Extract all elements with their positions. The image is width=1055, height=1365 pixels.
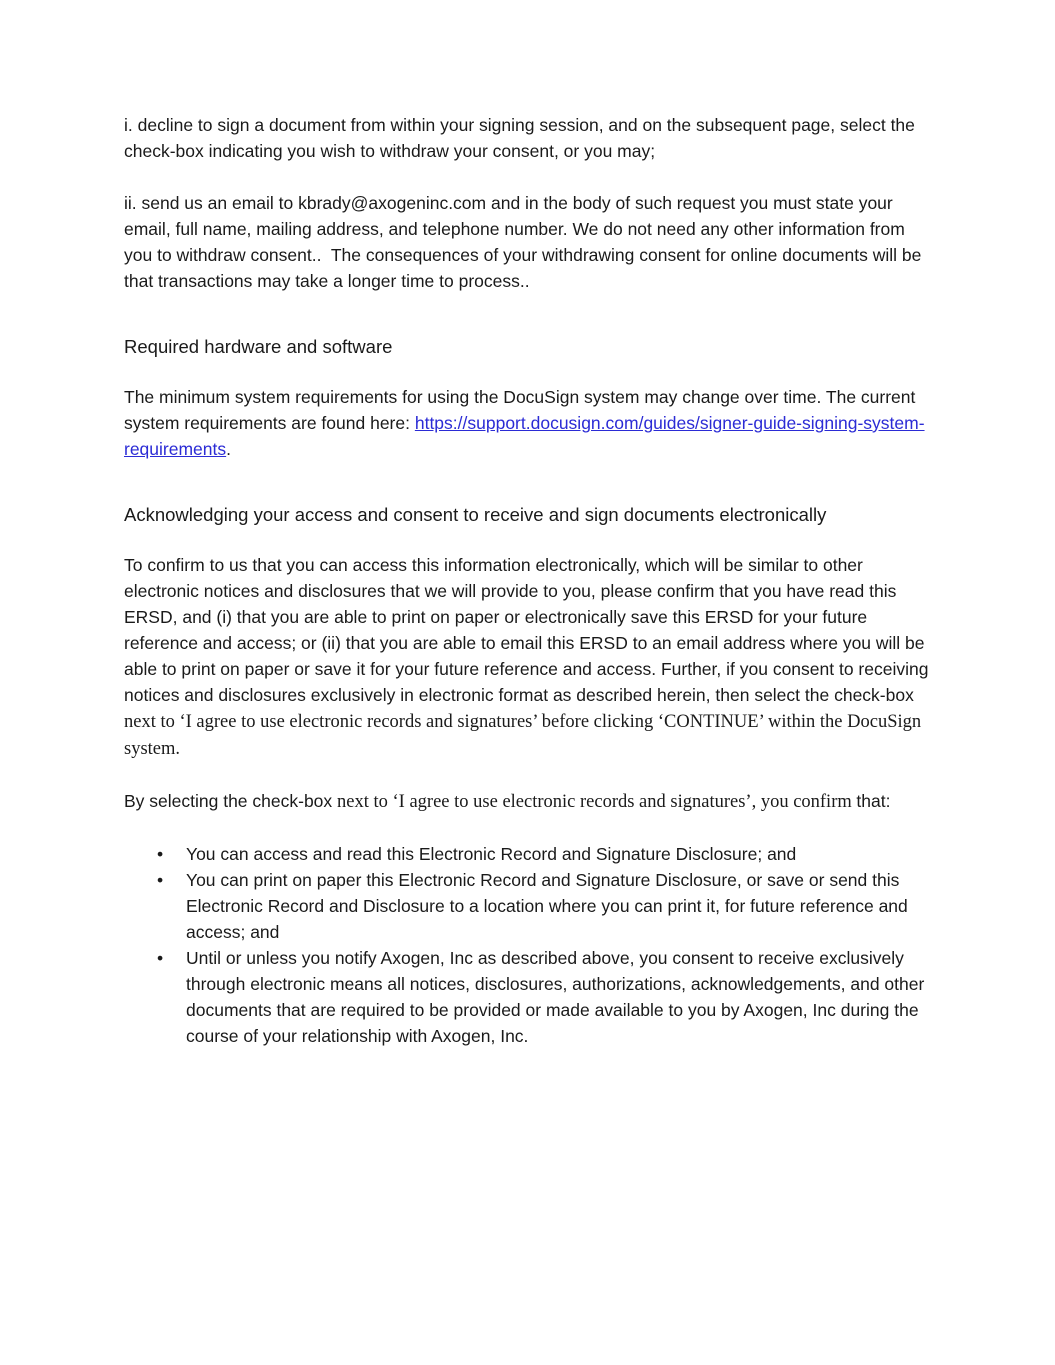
paragraph-withdraw-option-i: i. decline to sign a document from within your signing session, and on the subsequent page, select the check-box indicating you wish to withdraw your consent, or you may; — [124, 115, 920, 161]
by-selecting-sans-end-run: that: — [856, 791, 891, 811]
by-selecting-sans-run: By selecting the check-box — [124, 791, 338, 811]
heading-required-hardware: Required hardware and software — [124, 336, 393, 357]
system-requirements-link[interactable]: https://support.docusign.com/guides/signer-guide-signing-system-requirements — [124, 413, 925, 459]
system-requirements-text: The minimum system requirements for using the DocuSign system may change over time. The current system requirements are found here: — [124, 387, 921, 433]
heading-acknowledging-consent: Acknowledging your access and consent to receive and sign documents electronically — [124, 504, 827, 525]
paragraph-system-requirements — [124, 384, 936, 462]
confirm-access-sans-run: To confirm to us that you can access this information electronically, which will be similar to other electronic notices and disclosures that we will provide to you, please confirm that you have read this ERSD, and (i) that you are able to print on paper or electronically save this ERSD for your future reference and access; or (ii) that you are able to email this ERSD to an email address where you will be able to print on paper or save it for your future reference and access. Further, if you consent to receiving notices and disclosures exclusively in electronic format as described herein, then select the check-box — [124, 555, 934, 705]
confirm-access-serif-run: next to ‘I agree to use electronic records and signatures’ before clicking ‘CONTINUE’ within the DocuSign system. — [124, 712, 926, 759]
bullet-item-access-read: • You can access and read this Electronic Record and Signature Disclosure; and — [124, 841, 936, 867]
paragraph-confirm-access — [124, 552, 936, 762]
paragraph-withdraw-option-ii: ii. send us an email to kbrady@axogeninc.com and in the body of such request you must state your email, full name, mailing address, and telephone number. We do not need any other information from you to withdraw consent.. The consequences of your withdrawing consent for online documents will be that transactions may take a longer time to process.. — [124, 193, 927, 291]
bullet-item-until-notify: • Until or unless you notify Axogen, Inc as described above, you consent to receive exclusively through electronic means all notices, disclosures, authorizations, acknowledgements, and other documents that are required to be provided or made available to you by Axogen, Inc during the course of your relationship with Axogen, Inc. — [124, 945, 936, 1049]
by-selecting-serif-run: next to ‘I agree to use electronic records and signatures’, you confirm — [337, 792, 857, 812]
paragraph-by-selecting — [124, 788, 936, 815]
bullet-item-print-save: • You can print on paper this Electronic Record and Signature Disclosure, or save or send this Electronic Record and Disclosure to a location where you can print it, for future reference and access; and — [124, 867, 936, 945]
system-requirements-period: . — [226, 439, 232, 459]
bullet-list — [124, 841, 936, 1049]
